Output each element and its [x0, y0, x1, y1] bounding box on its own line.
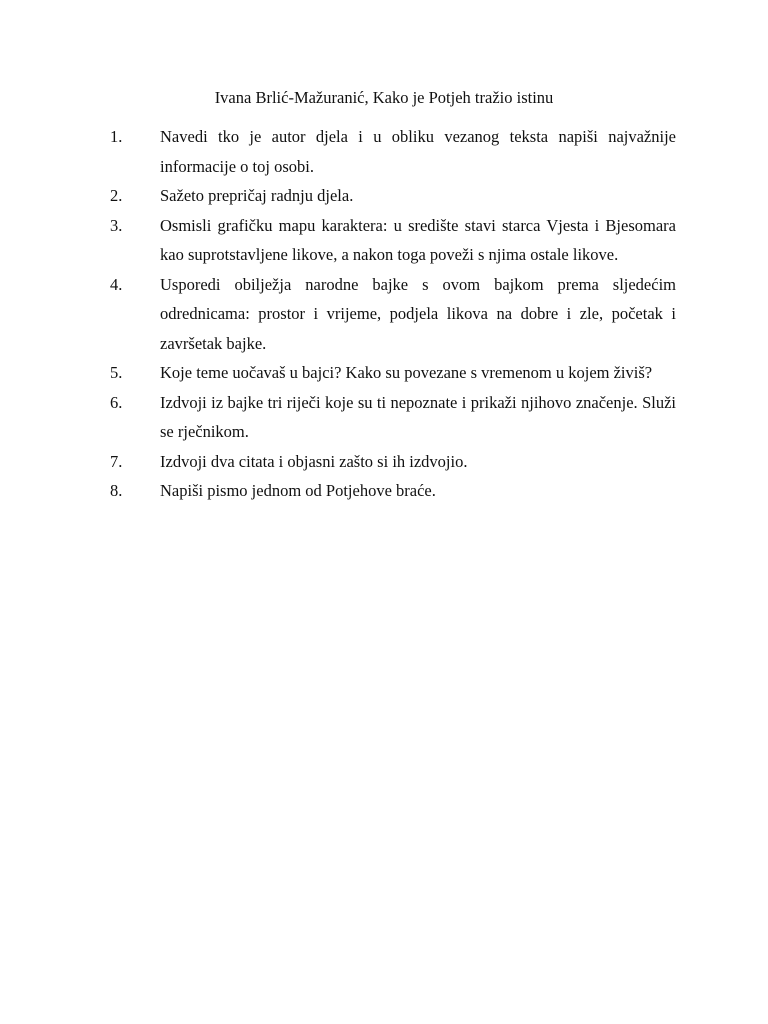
- task-text: Usporedi obilježja narodne bajke s ovom bajkom prema sljedećim odrednicama: prostor i vrijeme, podjela likova na dobre i zle, početak i završetak bajke.: [160, 274, 676, 353]
- task-number: 5.: [110, 363, 123, 382]
- task-number: 6.: [110, 392, 123, 412]
- task-number: 4.: [110, 274, 123, 294]
- document-title: Ivana Brlić-Mažuranić, Kako je Potjeh tražio istinu: [214, 88, 554, 107]
- task-item-3: [110, 211, 676, 270]
- task-number: 7.: [110, 451, 123, 471]
- task-item-8: [110, 476, 676, 506]
- task-text: Napiši pismo jednom od Potjehove braće.: [160, 481, 436, 500]
- task-item-4: [110, 270, 676, 359]
- task-item-1: [110, 122, 676, 181]
- task-number: 2.: [110, 186, 123, 205]
- task-item-7: [110, 447, 676, 477]
- task-text: Izdvoji dva citata i objasni zašto si ih izdvojio.: [160, 451, 468, 471]
- task-text: Sažeto prepričaj radnju djela.: [160, 186, 354, 205]
- task-number: 3.: [110, 215, 123, 235]
- task-item-2: [110, 181, 676, 211]
- task-number: 1.: [110, 127, 123, 146]
- task-text: Navedi tko je autor djela i u obliku vezanog teksta napiši najvažnije informacije o toj osobi.: [160, 127, 676, 176]
- task-text: Izdvoji iz bajke tri riječi koje su ti nepoznate i prikaži njihovo značenje. Služi se rječnikom.: [160, 392, 676, 441]
- task-text: Osmisli grafičku mapu karaktera: u središte stavi starca Vjesta i Bjesomara kao suprotstavljene likove, a nakon toga poveži s njima ostale likove.: [160, 215, 676, 264]
- task-list: [110, 122, 676, 506]
- task-number: 8.: [110, 481, 123, 500]
- task-item-5: [110, 358, 676, 388]
- task-text: Koje teme uočavaš u bajci? Kako su povezane s vremenom u kojem živiš?: [160, 363, 653, 382]
- task-item-6: [110, 388, 676, 447]
